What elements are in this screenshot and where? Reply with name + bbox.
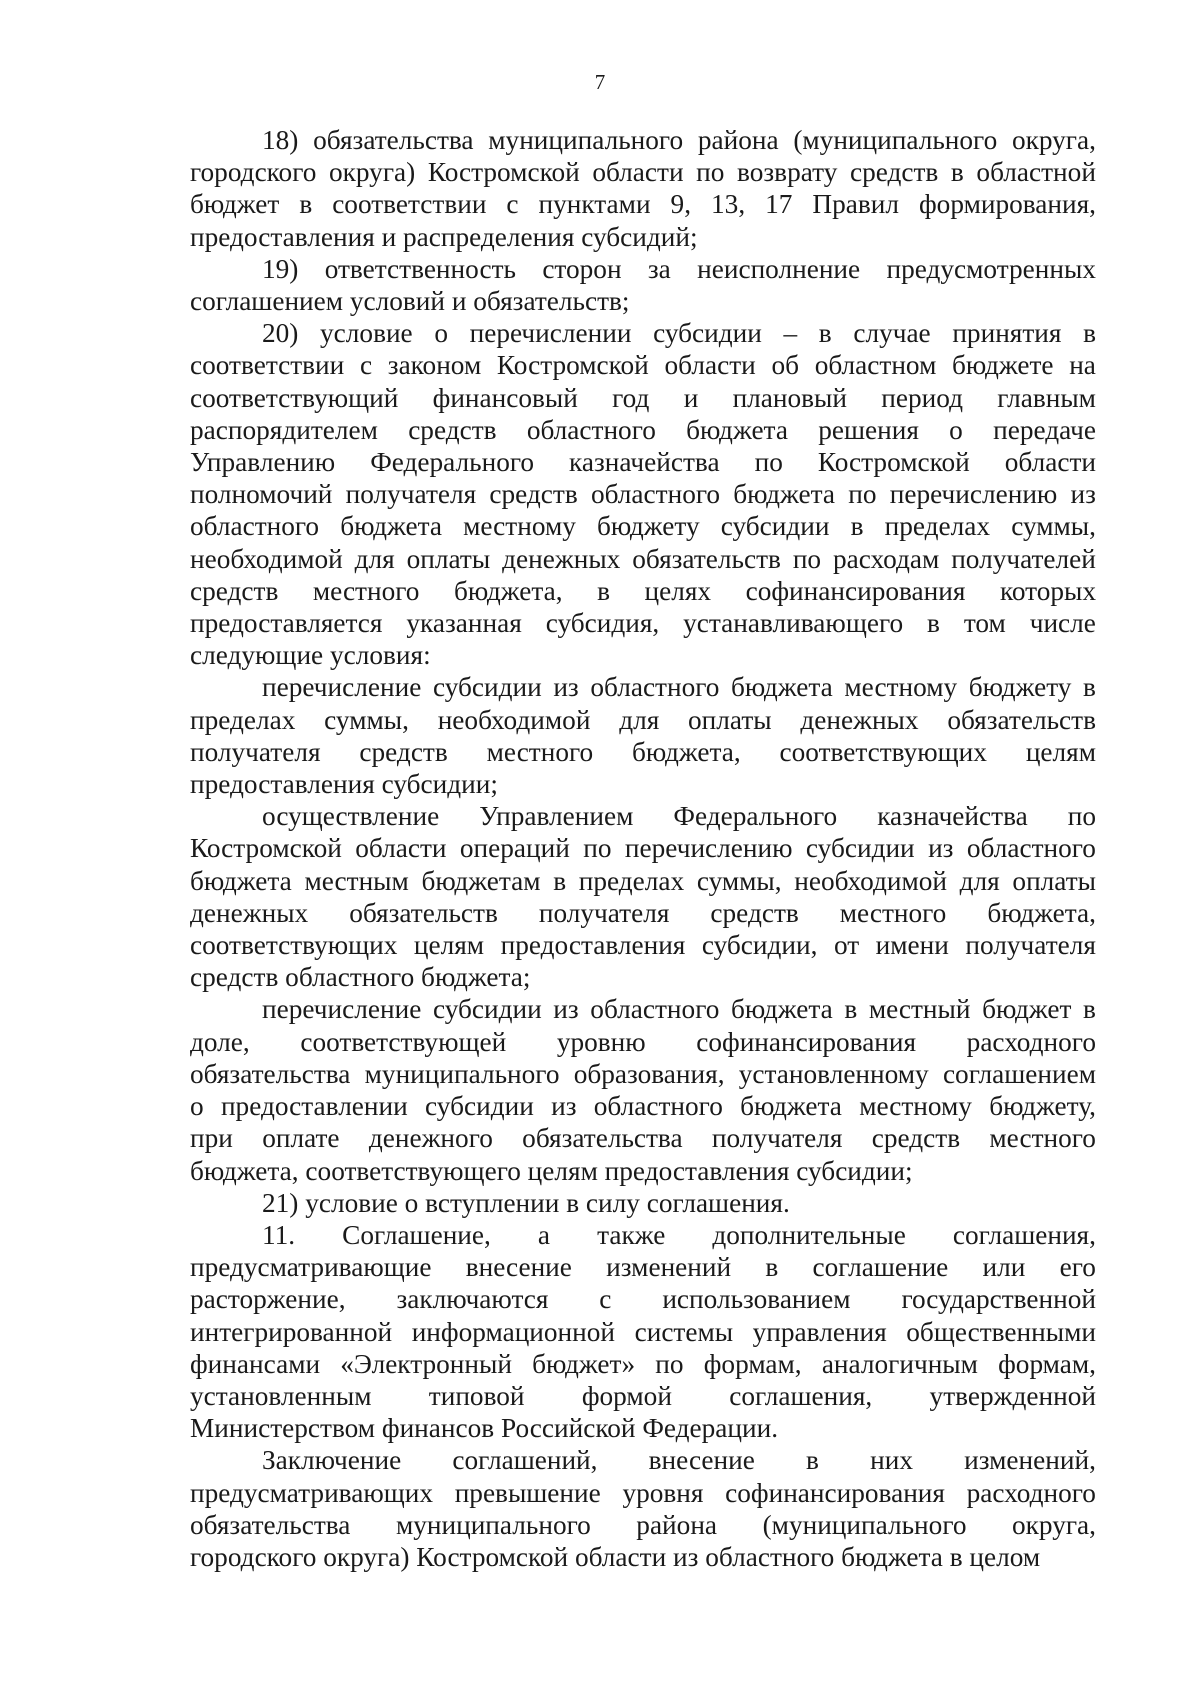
text-line: бюджета местным бюджетам в пределах суммы, необходимой для оплаты (190, 865, 1096, 896)
text-line: при оплате денежного обязательства получателя средств местного (190, 1123, 1096, 1154)
text-line: областного бюджета местному бюджету субсидии в пределах суммы, (190, 511, 1096, 542)
text-line: следующие условия: (190, 640, 431, 671)
paragraph (190, 317, 1096, 671)
paragraph (190, 993, 1096, 1186)
text-line: обязательства муниципального образования, установленному соглашением (190, 1058, 1096, 1089)
text-line: обязательства муниципального района (муниципального округа, (190, 1509, 1096, 1540)
paragraph (190, 253, 1096, 317)
text-line: Костромской области операций по перечислению субсидии из областного (190, 833, 1096, 864)
text-line: распорядителем средств областного бюджета решения о передаче (190, 414, 1096, 445)
text-line: 11. Соглашение, а также дополнительные соглашения, (262, 1219, 1096, 1250)
document-body (190, 124, 1096, 1573)
text-line: соглашением условий и обязательств; (190, 286, 630, 317)
page-number: 7 (594, 70, 606, 94)
paragraph (190, 124, 1096, 253)
text-line: городского округа) Костромской области из областного бюджета в целом (190, 1541, 1041, 1572)
text-line: 18) обязательства муниципального района (муниципального округа, (262, 125, 1096, 155)
paragraph (190, 800, 1096, 993)
text-line: о предоставлении субсидии из областного бюджета местному бюджету, (190, 1091, 1096, 1122)
text-line: перечисление субсидии из областного бюджета местному бюджету в (262, 672, 1096, 703)
text-line: пределах суммы, необходимой для оплаты денежных обязательств (190, 704, 1096, 735)
paragraph (190, 671, 1096, 800)
text-line: перечисление субсидии из областного бюджета в местный бюджет в (262, 994, 1096, 1025)
text-line: Управлению Федерального казначейства по Костромской области (190, 447, 1096, 478)
text-line: соответствии с законом Костромской области об областном бюджете на (190, 350, 1096, 381)
text-line: предоставляется указанная субсидия, устанавливающего в том числе (190, 608, 1096, 639)
text-line: получателя средств местного бюджета, соответствующих целям (190, 736, 1096, 767)
text-line: предусматривающие внесение изменений в соглашение или его (190, 1252, 1096, 1283)
paragraph (190, 1187, 1096, 1219)
text-line: 20) условие о перечислении субсидии – в случае принятия в (262, 318, 1096, 349)
text-line: осуществление Управлением Федерального казначейства по (262, 801, 1096, 832)
text-line: средств областного бюджета; (190, 962, 531, 993)
text-line: предусматривающих превышение уровня софинансирования расходного (190, 1477, 1096, 1508)
text-line: доле, соответствующей уровню софинансирования расходного (190, 1026, 1096, 1057)
text-line: средств местного бюджета, в целях софинансирования которых (190, 575, 1096, 606)
text-line: бюджет в соответствии с пунктами 9, 13, 17 Правил формирования, (190, 189, 1096, 220)
text-line: соответствующих целям предоставления субсидии, от имени получателя (190, 930, 1096, 961)
text-line: бюджета, соответствующего целям предоставления субсидии; (190, 1155, 913, 1186)
text-line: расторжение, заключаются с использованием государственной (190, 1284, 1096, 1315)
text-line: интегрированной информационной системы управления общественными (190, 1316, 1096, 1347)
text-line: 19) ответственность сторон за неисполнение предусмотренных (262, 253, 1096, 284)
paragraph (190, 1219, 1096, 1444)
text-line: Министерством финансов Российской Федерации. (190, 1413, 779, 1444)
text-line: полномочий получателя средств областного бюджета по перечислению из (190, 479, 1096, 510)
text-line: финансами «Электронный бюджет» по формам, аналогичным формам, (190, 1348, 1096, 1379)
text-line: установленным типовой формой соглашения, утвержденной (190, 1380, 1096, 1411)
text-line: необходимой для оплаты денежных обязательств по расходам получателей (190, 543, 1096, 574)
text-line: денежных обязательств получателя средств местного бюджета, (190, 897, 1096, 928)
text-line: городского округа) Костромской области по возврату средств в областной (190, 157, 1096, 188)
text-line: 21) условие о вступлении в силу соглашения. (262, 1187, 790, 1218)
paragraph (190, 1444, 1096, 1573)
text-line: предоставления субсидии; (190, 769, 498, 800)
text-line: Заключение соглашений, внесение в них изменений, (262, 1445, 1096, 1476)
text-line: соответствующий финансовый год и плановый период главным (190, 382, 1096, 413)
text-line: предоставления и распределения субсидий; (190, 221, 698, 252)
